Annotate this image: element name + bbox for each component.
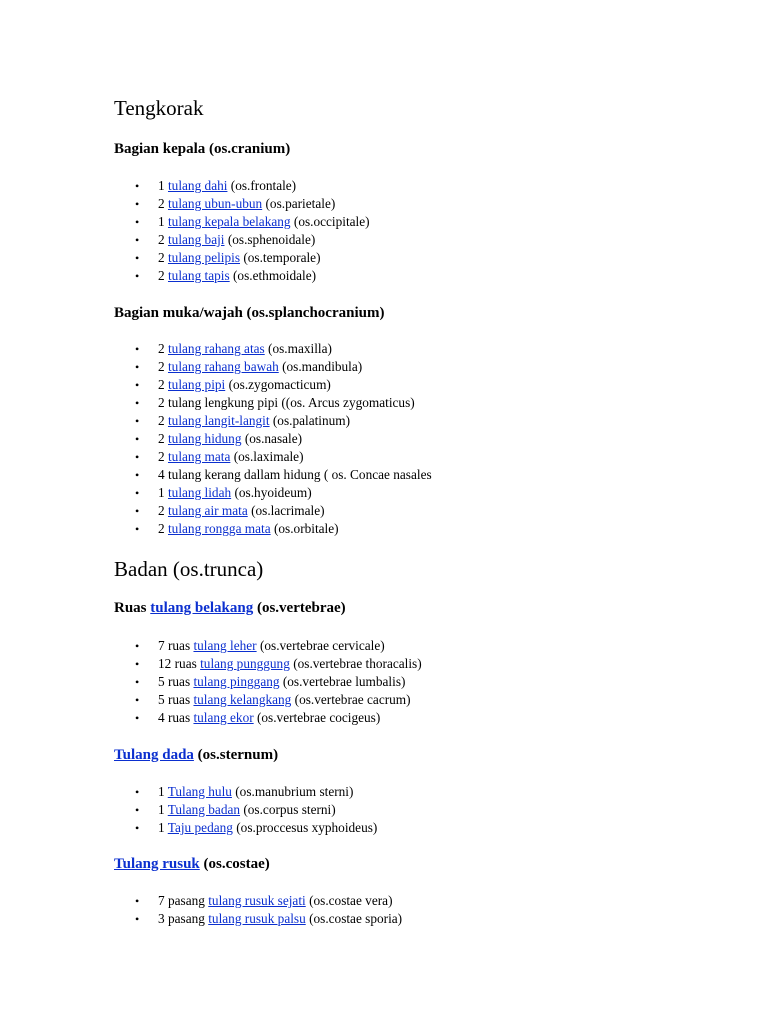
- item-count: 2: [158, 377, 165, 392]
- bullet-icon: •: [135, 693, 140, 707]
- list-item: [114, 340, 432, 358]
- list-item: [114, 801, 377, 819]
- latin-name: (os.vertebrae thoracalis): [293, 656, 422, 671]
- bullet-icon: •: [135, 233, 140, 247]
- item-count: 2: [158, 250, 165, 265]
- item-count: 5 ruas: [158, 674, 191, 689]
- list-item: [114, 673, 422, 691]
- item-count: 2: [158, 521, 165, 536]
- bone-link-tulang-kelangkang[interactable]: tulang kelangkang: [193, 692, 292, 707]
- item-count: 7 pasang: [158, 893, 205, 908]
- bone-link-tulang-rusuk-palsu[interactable]: tulang rusuk palsu: [208, 911, 306, 926]
- list-item: [114, 819, 377, 837]
- latin-name: ( os. Concae nasales: [323, 467, 432, 482]
- bone-link-tulang-hidung[interactable]: tulang hidung: [167, 431, 242, 446]
- bone-link-tulang-pinggang[interactable]: tulang pinggang: [193, 674, 280, 689]
- bone-link-tulang-baji[interactable]: tulang baji: [167, 232, 225, 247]
- item-count: 2: [158, 431, 165, 446]
- bullet-icon: •: [135, 251, 140, 265]
- item-count: 2: [158, 196, 165, 211]
- latin-name: (os.proccesus xyphoideus): [236, 820, 378, 835]
- heading-text: (os.sternum): [193, 747, 279, 763]
- latin-name: (os.vertebrae cacrum): [294, 692, 411, 707]
- latin-name: ((os. Arcus zygomaticus): [281, 395, 415, 410]
- bullet-icon: •: [135, 657, 140, 671]
- bone-link-tulang-lidah[interactable]: tulang lidah: [167, 485, 232, 500]
- item-count: 1: [158, 214, 165, 229]
- bullet-icon: •: [135, 486, 140, 500]
- bullet-icon: •: [135, 912, 140, 926]
- bone-link-tulang-dahi[interactable]: tulang dahi: [167, 178, 228, 193]
- bullet-icon: •: [135, 342, 140, 356]
- latin-name: (os.nasale): [244, 431, 303, 446]
- list-item: [114, 520, 432, 538]
- latin-name: (os.sphenoidale): [227, 232, 316, 247]
- bone-link-tulang-rahang-atas[interactable]: tulang rahang atas: [167, 341, 265, 356]
- latin-name: (os.hyoideum): [234, 485, 312, 500]
- latin-name: (os.parietale): [265, 196, 336, 211]
- bullet-icon: •: [135, 821, 140, 835]
- latin-name: (os.vertebrae lumbalis): [282, 674, 406, 689]
- list-item: [114, 430, 432, 448]
- list-item: [114, 637, 422, 655]
- bullet-icon: •: [135, 432, 140, 446]
- bone-link-tulang-leher[interactable]: tulang leher: [193, 638, 257, 653]
- heading-link-tulang-belakang[interactable]: tulang belakang: [150, 600, 254, 616]
- item-count: 2: [158, 503, 165, 518]
- latin-name: (os.frontale): [230, 178, 297, 193]
- list-item: [114, 709, 422, 727]
- bullet-icon: •: [135, 522, 140, 536]
- bone-link-tulang-ubun-ubun[interactable]: tulang ubun-ubun: [167, 196, 263, 211]
- item-count: 3 pasang: [158, 911, 205, 926]
- heading-text: (os.vertebrae): [253, 600, 346, 616]
- list-item: [114, 195, 370, 213]
- latin-name: (os.ethmoidale): [233, 268, 317, 283]
- subsection-heading: [114, 139, 290, 159]
- subsection-heading: [114, 303, 384, 323]
- list-item: [114, 502, 432, 520]
- bone-name: tulang lengkung pipi: [167, 395, 279, 410]
- latin-name: (os.maxilla): [268, 341, 332, 356]
- bone-link-tulang-pipi[interactable]: tulang pipi: [167, 377, 226, 392]
- latin-name: (os.laximale): [233, 449, 304, 464]
- heading-link-tulang-dada[interactable]: Tulang dada: [114, 747, 194, 763]
- item-count: 5 ruas: [158, 692, 191, 707]
- latin-name: (os.corpus sterni): [243, 802, 336, 817]
- list-item: [114, 177, 370, 195]
- bullet-icon: •: [135, 396, 140, 410]
- bone-list: [114, 783, 377, 837]
- latin-name: (os.palatinum): [272, 413, 351, 428]
- heading-text: Ruas: [114, 600, 151, 616]
- bullet-icon: •: [135, 894, 140, 908]
- list-item: [114, 910, 402, 928]
- bullet-icon: •: [135, 179, 140, 193]
- section-title-tengkorak: Tengkorak: [114, 96, 204, 120]
- bullet-icon: •: [135, 468, 140, 482]
- list-item: [114, 484, 432, 502]
- list-item: [114, 213, 370, 231]
- list-item: [114, 231, 370, 249]
- bullet-icon: •: [135, 711, 140, 725]
- list-item: [114, 376, 432, 394]
- bullet-icon: •: [135, 504, 140, 518]
- latin-name: (os.costae sporia): [309, 911, 403, 926]
- list-item: [114, 448, 432, 466]
- list-item: [114, 249, 370, 267]
- item-count: 2: [158, 395, 165, 410]
- bone-link-tulang-rahang-bawah[interactable]: tulang rahang bawah: [167, 359, 279, 374]
- list-item: [114, 358, 432, 376]
- subsection-heading: [114, 854, 270, 874]
- list-item: [114, 691, 422, 709]
- item-count: 2: [158, 449, 165, 464]
- latin-name: (os.manubrium sterni): [235, 784, 354, 799]
- list-item: [114, 892, 402, 910]
- heading-text: (os.costae): [199, 856, 270, 872]
- list-item: [114, 783, 377, 801]
- heading-text: Bagian kepala (os.cranium): [114, 141, 291, 157]
- item-count: 1: [158, 820, 165, 835]
- item-count: 7 ruas: [158, 638, 191, 653]
- latin-name: (os.vertebrae cocigeus): [256, 710, 381, 725]
- item-count: 2: [158, 268, 165, 283]
- latin-name: (os.vertebrae cervicale): [259, 638, 385, 653]
- bullet-icon: •: [135, 215, 140, 229]
- item-count: 4 ruas: [158, 710, 191, 725]
- bone-list: [114, 177, 370, 285]
- item-count: 1: [158, 178, 165, 193]
- list-item: [114, 412, 432, 430]
- heading-link-tulang-rusuk[interactable]: Tulang rusuk: [114, 856, 200, 872]
- bullet-icon: •: [135, 269, 140, 283]
- bone-list: [114, 340, 432, 538]
- item-count: 2: [158, 341, 165, 356]
- latin-name: (os.zygomacticum): [228, 377, 331, 392]
- bone-link-tulang-badan[interactable]: Tulang badan: [167, 802, 241, 817]
- subsection-heading: [114, 745, 278, 765]
- item-count: 12 ruas: [158, 656, 197, 671]
- bone-list: [114, 637, 422, 727]
- bullet-icon: •: [135, 675, 140, 689]
- bone-link-taju-pedang[interactable]: Taju pedang: [167, 820, 233, 835]
- item-count: 1: [158, 485, 165, 500]
- bullet-icon: •: [135, 450, 140, 464]
- bullet-icon: •: [135, 639, 140, 653]
- bone-link-tulang-punggung[interactable]: tulang punggung: [200, 656, 290, 671]
- subsection-heading: [114, 598, 346, 618]
- bullet-icon: •: [135, 360, 140, 374]
- bullet-icon: •: [135, 414, 140, 428]
- latin-name: (os.occipitale): [293, 214, 370, 229]
- bullet-icon: •: [135, 197, 140, 211]
- bone-link-tulang-tapis[interactable]: tulang tapis: [167, 268, 230, 283]
- latin-name: (os.costae vera): [309, 893, 393, 908]
- item-count: 2: [158, 359, 165, 374]
- list-item: [114, 394, 432, 412]
- bone-list: [114, 892, 402, 928]
- bone-link-tulang-pelipis[interactable]: tulang pelipis: [167, 250, 241, 265]
- list-item: [114, 267, 370, 285]
- bone-link-tulang-rongga-mata[interactable]: tulang rongga mata: [167, 521, 271, 536]
- list-item: [114, 466, 432, 484]
- latin-name: (os.mandibula): [282, 359, 363, 374]
- bone-link-tulang-air-mata[interactable]: tulang air mata: [167, 503, 248, 518]
- bone-link-tulang-langit-langit[interactable]: tulang langit-langit: [167, 413, 270, 428]
- list-item: [114, 655, 422, 673]
- item-count: 4: [158, 467, 165, 482]
- bullet-icon: •: [135, 378, 140, 392]
- item-count: 1: [158, 802, 165, 817]
- item-count: 2: [158, 413, 165, 428]
- bone-link-tulang-hulu[interactable]: Tulang hulu: [167, 784, 232, 799]
- bone-link-tulang-kepala-belakang[interactable]: tulang kepala belakang: [167, 214, 291, 229]
- item-count: 2: [158, 232, 165, 247]
- bone-link-tulang-rusuk-sejati[interactable]: tulang rusuk sejati: [208, 893, 306, 908]
- latin-name: (os.temporale): [243, 250, 321, 265]
- bone-link-tulang-mata[interactable]: tulang mata: [167, 449, 231, 464]
- heading-text: Bagian muka/wajah (os.splanchocranium): [114, 305, 385, 321]
- bullet-icon: •: [135, 785, 140, 799]
- bone-link-tulang-ekor[interactable]: tulang ekor: [193, 710, 254, 725]
- item-count: 1: [158, 784, 165, 799]
- latin-name: (os.orbitale): [273, 521, 339, 536]
- latin-name: (os.lacrimale): [251, 503, 325, 518]
- bone-name: tulang kerang dallam hidung: [167, 467, 321, 482]
- bullet-icon: •: [135, 803, 140, 817]
- section-title-badan-os-trunca: Badan (os.trunca): [114, 557, 264, 581]
